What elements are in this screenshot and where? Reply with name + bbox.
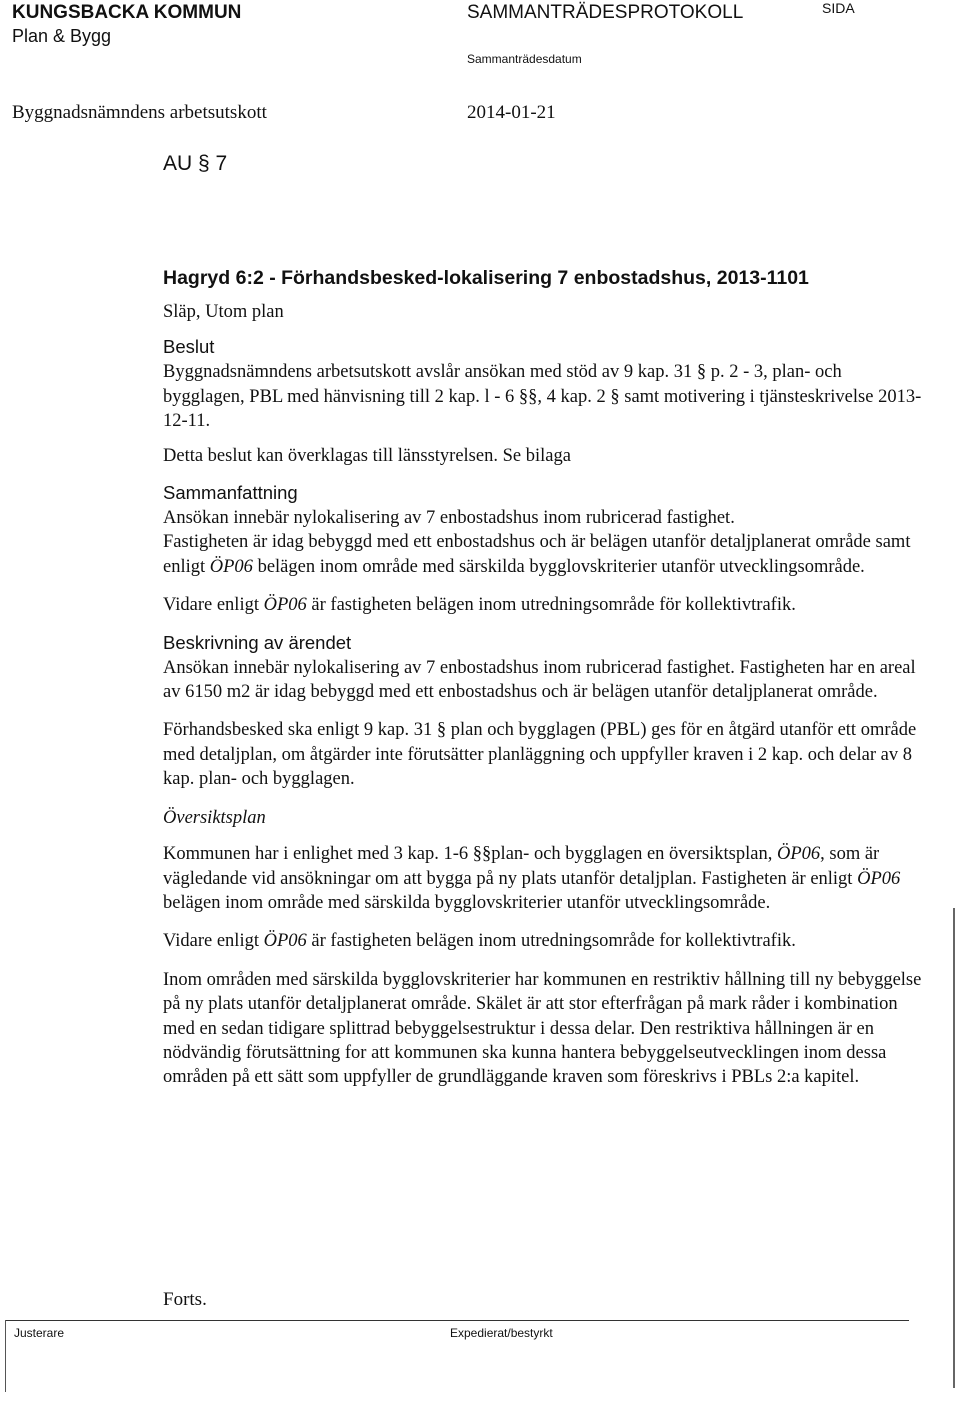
sammanfattning-paragraph (163, 593, 923, 617)
text-span: Vidare enligt (163, 931, 264, 952)
footer-divider (5, 1320, 909, 1321)
meeting-date: 2014-01-21 (467, 102, 556, 123)
beslut-text: Byggnadsnämndens arbetsutskott avslår ansökan med stöd av 9 kap. 31 § p. 2 - 3, plan- och bygglagen, PBL med hänvisning till 2 kap. l - 6 §§, 4 kap. 2 § samt motivering i tjänsteskrivelse 2013-12-11. (163, 362, 922, 432)
section-heading-beslut: Beslut (163, 336, 215, 358)
plan-reference: ÖP06 (776, 844, 821, 865)
text-span: Fastigheten är enligt (701, 868, 858, 889)
date-label: Sammanträdesdatum (467, 52, 582, 66)
sammanfattning-paragraph (163, 530, 923, 579)
footer-left-border (5, 1320, 6, 1392)
department: Plan & Bygg (12, 26, 112, 46)
text-span: är fastigheten belägen inom utredningsområde för kollektivtrafik. (306, 595, 796, 616)
plan-reference: ÖP06 (263, 595, 307, 616)
protocol-title: SAMMANTRÄDESPROTOKOLL (467, 2, 744, 23)
text-span: Fastigheten är idag bebyggd med ett enbostadshus och är belägen utanför detaljplanerat område samt enligt (163, 532, 911, 577)
section-heading-beskrivning: Beskrivning av ärendet (163, 631, 352, 653)
footer-dispatched-label: Expedierat/bestyrkt (450, 1326, 553, 1340)
case-title: Hagryd 6:2 - Förhandsbesked-lokalisering 7 enbostadshus, 2013-1101 (163, 267, 809, 289)
continued-marker: Forts. (163, 1289, 207, 1310)
appeal-text: Detta beslut kan överklagas till länsstyrelsen. Se bilaga (163, 445, 571, 466)
plan-reference: ÖP06 (857, 868, 901, 889)
committee-name: Byggnadsnämndens arbetsutskott (12, 102, 267, 123)
page-label: SIDA (822, 0, 855, 16)
oversiktsplan-paragraph (163, 929, 923, 953)
footer-reviewer-label: Justerare (14, 1326, 65, 1340)
oversiktsplan-paragraph (163, 842, 923, 915)
right-margin-line (953, 908, 955, 1388)
section-heading-oversiktsplan: Översiktsplan (163, 807, 266, 828)
plan-reference: ÖP06 (209, 556, 253, 577)
document-body (163, 264, 923, 1090)
sammanfattning-paragraph: Ansökan innebär nylokalisering av 7 enbostadshus inom rubricerad fastighet. (163, 508, 735, 529)
beskrivning-paragraph: Ansökan innebär nylokalisering av 7 enbostadshus inom rubricerad fastighet. Fastigheten har en areal av 6150 m2 är idag bebyggd med ett enbostadshus och är belägen utanför detaljplanerat område. (163, 657, 916, 703)
text-span: är fastigheten belägen inom utredningsområde for kollektivtrafik. (306, 931, 796, 952)
case-subtitle: Släp, Utom plan (163, 302, 284, 322)
oversiktsplan-paragraph: Inom områden med särskilda bygglovskriterier har kommunen en restriktiv hållning till ny bebyggelse på ny plats utanför detaljplanerat område. Skälet är att stor efterfrågan på mark råder i kombination med en sedan tidigare splittrad bebyggelsestruktur i dessa delar. Den restriktiva hållningen är en nödvändig förutsättning for att kommunen ska kunna hantera bebyggelseutvecklingen inom dessa områden på ett sätt som uppfyller de grundläggande kraven som föreskrivs i PBLs 2:a kapitel. (163, 969, 922, 1088)
text-span: belägen inom område med särskilda bygglovskriterier utanför utvecklingsområde. (252, 556, 865, 577)
section-heading-sammanfattning: Sammanfattning (163, 482, 298, 504)
text-span: belägen inom område med särskilda bygglovskriterier utanför utvecklingsområde. (163, 892, 771, 913)
text-span: , som är vägledande vid ansökningar om att bygga på ny plats utanför detaljplan. (163, 844, 880, 889)
text-span: Vidare enligt (163, 595, 264, 616)
beskrivning-paragraph: Förhandsbesked ska enligt 9 kap. 31 § plan och bygglagen (PBL) ges för en åtgärd utanför ett område med detaljplan, om åtgärder inte förutsätter planläggning och uppfyller kraven i 2 kap. och delar av 8 kap. plan- och bygglagen. (163, 720, 917, 790)
case-number: AU § 7 (163, 152, 228, 175)
plan-reference: ÖP06 (263, 931, 307, 952)
text-span: Kommunen har i enlighet med 3 kap. 1-6 §§plan- och bygglagen en översiktsplan, (163, 844, 777, 865)
org-name: KUNGSBACKA KOMMUN (12, 2, 242, 23)
